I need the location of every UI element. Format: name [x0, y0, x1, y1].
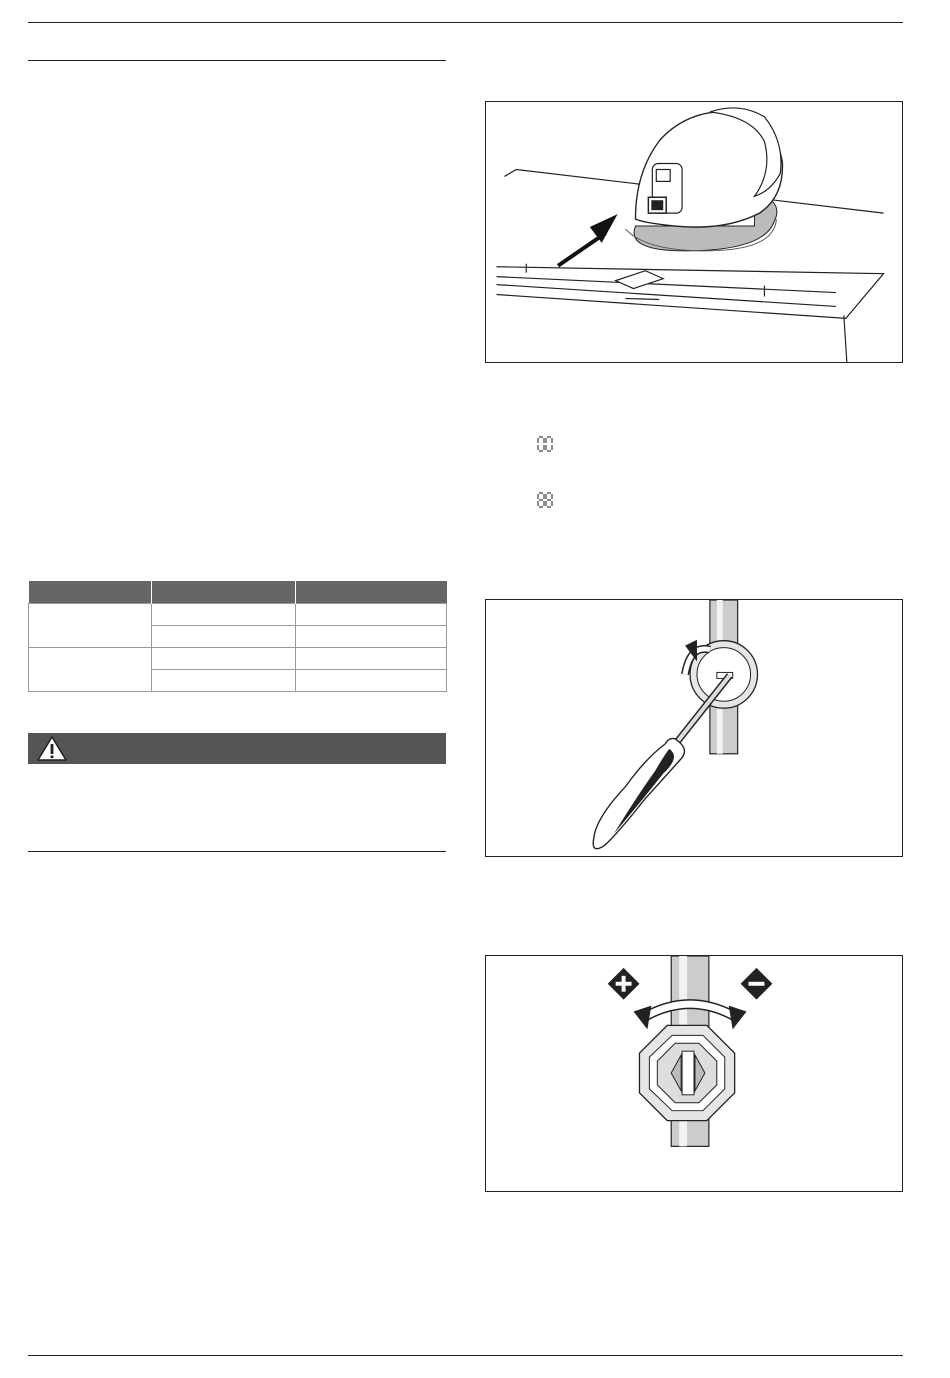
table-cell: [151, 670, 295, 692]
table-cell: [295, 648, 447, 670]
table-row: [29, 648, 447, 670]
spec-table: [28, 581, 447, 692]
table-cell: [151, 626, 295, 648]
table-header-cell: [295, 581, 447, 604]
section-rule-top: [28, 60, 446, 61]
table-cell: [151, 648, 295, 670]
table-cell: [151, 604, 295, 626]
header-rule: [28, 22, 903, 23]
hob-switch-illustration: [486, 102, 902, 362]
table-header-cell: [151, 581, 295, 604]
display-segment-icon: [537, 492, 553, 508]
warning-triangle-icon: [36, 735, 68, 762]
table-header-cell: [29, 581, 152, 604]
table-cell: [29, 648, 152, 692]
warning-bar: [28, 733, 446, 764]
segment-display-graphic: [537, 436, 553, 452]
hob-switch-figure: [485, 101, 903, 363]
table-cell: [295, 604, 447, 626]
table-cell: [29, 604, 152, 648]
adjust-screw-figure: [485, 955, 903, 1192]
screwdriver-illustration: [486, 600, 902, 856]
segment-display-graphic: [537, 492, 553, 508]
section-rule-middle: [28, 851, 446, 852]
table-cell: [295, 670, 447, 692]
plus-icon: [608, 968, 640, 1000]
minus-icon: [741, 968, 773, 1000]
screwdriver-figure: [485, 599, 903, 857]
footer-rule: [28, 1355, 903, 1356]
table-cell: [295, 626, 447, 648]
adjust-screw-illustration: [486, 956, 902, 1191]
table-header-row: [29, 581, 447, 604]
table-row: [29, 604, 447, 626]
display-segment-icon: [537, 436, 553, 452]
